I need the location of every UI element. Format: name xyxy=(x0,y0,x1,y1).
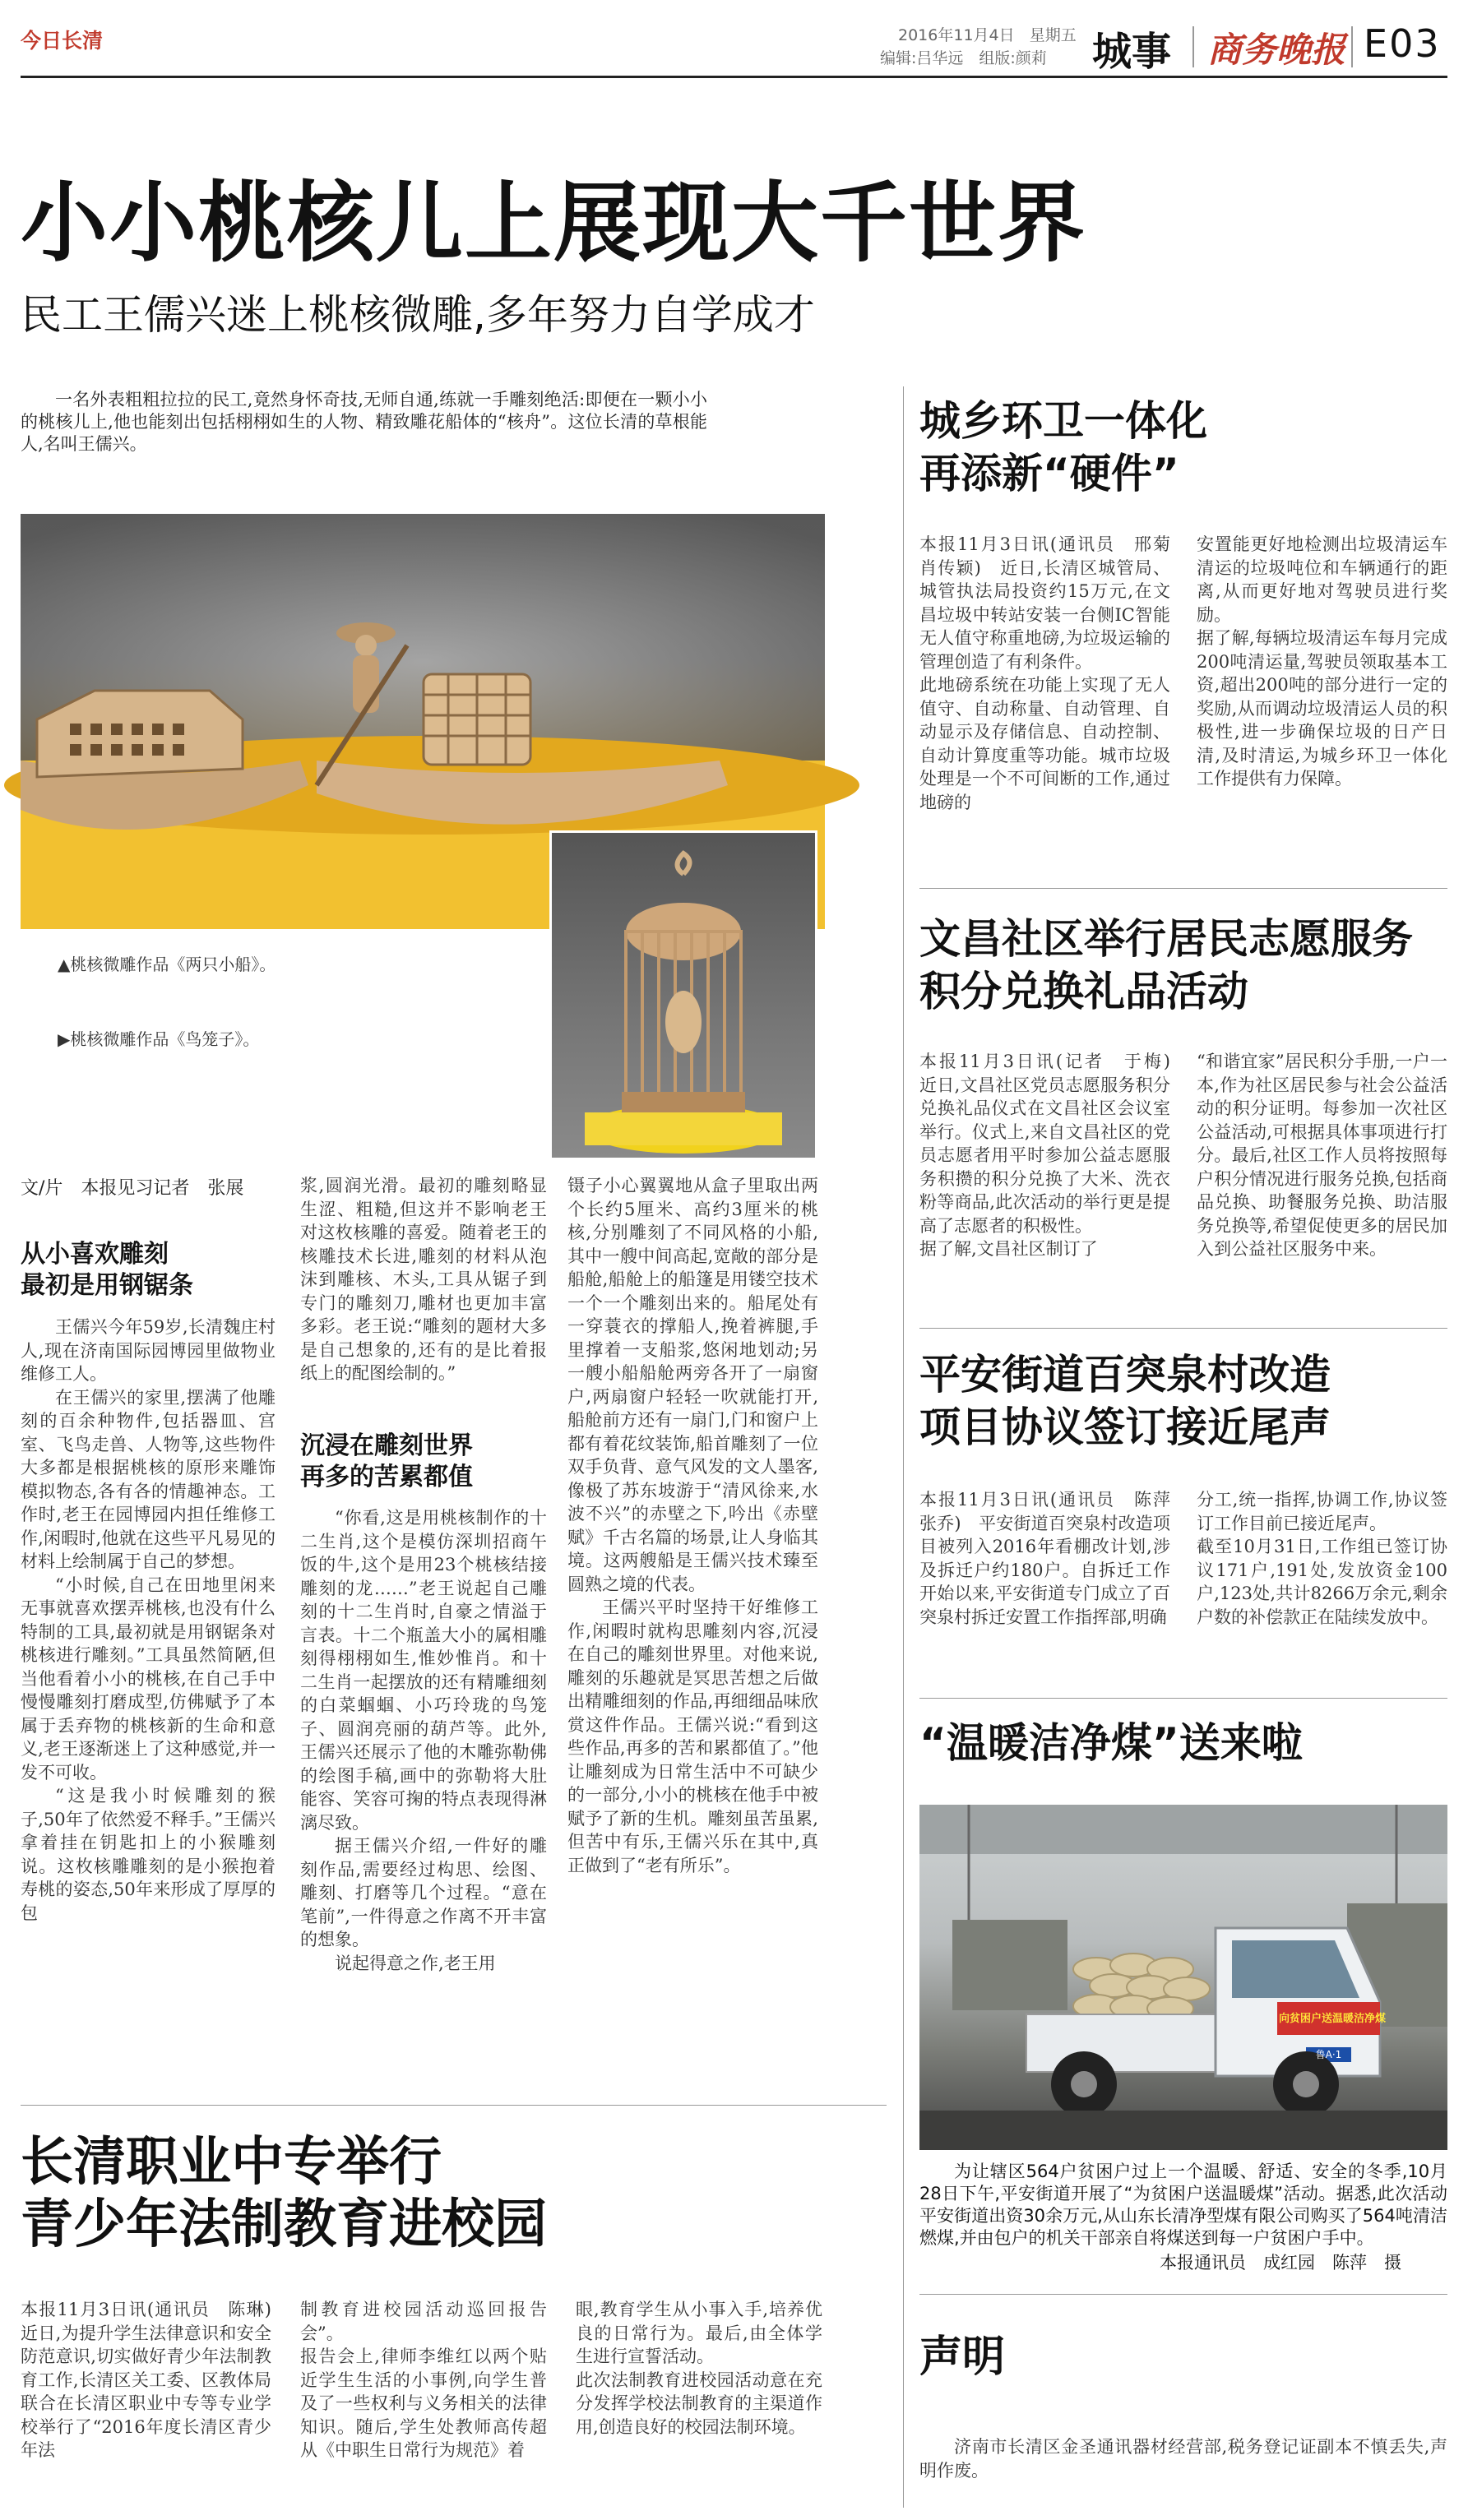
header-date-line xyxy=(898,23,1077,45)
story7-title: 声明 xyxy=(919,2333,1006,2382)
lead-title: 小小桃核儿上展现大千世界 xyxy=(21,173,1086,274)
story2-divider xyxy=(919,888,1447,889)
lead-col-2b xyxy=(300,1506,547,2055)
story7-text: 济南市长清区金圣通讯器材经营部,税务登记证副本不慎丢失,声明作废。 xyxy=(919,2437,1447,2481)
paper-logo: 商务晚报 xyxy=(1207,30,1346,70)
story6-col-b: 制教育进校园活动巡回报告会”。 报告会上,律师李维红以两个贴近学生生活的小事例,向学生普及了一些权利与义务相关的法律知识。随后,学生处教师高传超从《中职生日常行为规范》着 xyxy=(300,2300,547,2460)
header-weekday: 星期五 xyxy=(1029,26,1077,44)
header-divider-2 xyxy=(1351,26,1353,67)
lead-col2-p3: 据王儒兴介绍,一件好的雕刻作品,需要经过构思、绘图、雕刻、打磨等几个过程。“意在笔前”,一件得意之作离不开丰富的想象。 xyxy=(300,1836,547,1949)
coal-truck-photo xyxy=(919,1805,1447,2150)
story4-title: 平安街道百突泉村改造 项目协议签订接近尾声 xyxy=(919,1351,1331,1451)
coal-truck-illustration xyxy=(919,1805,1447,2150)
story5-title: “温暖洁净煤”送来啦 xyxy=(919,1719,1303,1767)
caption-boat: ▲桃核微雕作品《两只小船》。 xyxy=(58,955,276,974)
story3-divider xyxy=(919,1328,1447,1329)
lead-col3-p2: 王儒兴平时坚持干好维修工作,闲暇时就构思雕刻内容,沉浸在自己的雕刻世界里。对他来说,雕刻的乐趣就是冥思苦想之后做出精雕细刻的作品,再细细品味欣赏这件作品。王儒兴说:“看到这些作品,再多的苦和累都值了。”他让雕刻成为日常生活中不可缺少的一部分,小小的桃核在他手中被赋予了新的生机。雕刻虽苦虽累,但苦中有乐,王儒兴乐在其中,真正做到了“老有所乐”。 xyxy=(567,1598,818,1875)
lead-subhead-1: 从小喜欢雕刻 最初是用钢锯条 xyxy=(21,1240,193,1300)
header-date: 2016年11月4日 xyxy=(898,26,1015,44)
story3-col-a: 本报11月3日讯(记者 于梅) 近日,文昌社区党员志愿服务积分兑换礼品仪式在文昌社区会议室举行。仪式上,来自文昌社区的党员志愿者用平时参加公益志愿服务积攒的积分兑换了大米、洗衣粉等商品,此次活动的举行更是提高了志愿者的积极性。 据了解,文昌社区制订了 xyxy=(919,1052,1170,1259)
lead-intro: 一名外表粗粗拉拉的民工,竟然身怀奇技,无师自通,练就一手雕刻绝活:即便在一颗小小的桃核儿上,他也能刻出包括栩栩如生的人物、精致雕花船体的“核舟”。这位长清的草根能人,名叫王儒兴。 xyxy=(21,390,707,454)
lead-col-3 xyxy=(567,1174,818,2055)
header-divider-1 xyxy=(1192,26,1194,67)
story5-divider xyxy=(919,2294,1447,2295)
lead-col2-p4: 说起得意之作,老王用 xyxy=(335,1953,496,1973)
header-section: 城事 xyxy=(1092,29,1172,75)
story5-caption: 为让辖区564户贫困户过上一个温暖、舒适、安全的冬季,10月28日下午,平安街道开展了“为贫困户送温暖煤”活动。据悉,此次活动平安街道出资30余万元,从山东长清净型煤有限公司购买了564吨清洁燃煤,并由包户的机关干部亲自将煤送到每一户贫困户手中。 xyxy=(919,2162,1447,2248)
story6-title: 长清职业中专举行 青少年法制教育进校园 xyxy=(21,2132,547,2255)
lead-subtitle: 民工王儒兴迷上桃核微雕,多年努力自学成才 xyxy=(21,291,815,339)
header-rule xyxy=(21,76,1447,78)
truck-plate: 鲁A·1 xyxy=(1315,2049,1342,2060)
story6-col-c: 眼,教育学生从小事入手,培养优良的日常行为。最后,由全体学生进行宣誓活动。 此次法制教育进校园活动意在充分发挥学校法制教育的主渠道作用,创造良好的校园法制环境。 xyxy=(576,2300,822,2437)
lead-col3-p1: 镊子小心翼翼地从盒子里取出两个长约5厘米、高约3厘米的桃核,分别雕刻了不同风格的小船,其中一艘中间高起,宽敞的部分是船舱,船舱上的船篷是用镂空技术一个一个雕刻出来的。船尾处有一穿蓑衣的撑船人,挽着裤腿,手里撑着一支船浆,悠闲地划动;另一艘小船船舱两旁各开了一扇窗户,两扇窗户轻轻一吹就能打开,船舱前方还有一扇门,门和窗户上都有着花纹装饰,船首雕刻了一位双手负背、意气风发的文人墨客,像极了苏东坡游于“清风徐来,水波不兴”的赤壁之下,吟出《赤壁赋》千古名篇的场景,让人身临其境。这两艘船是王儒兴技术臻至圆熟之境的代表。 xyxy=(567,1176,818,1594)
center-divider xyxy=(903,386,904,2508)
lead-col1-p2: 在王儒兴的家里,摆满了他雕刻的百余种物件,包括器皿、宫室、飞鸟走兽、人物等,这些物件大多都是根据桃核的原形来雕饰模拟物态,各有各的情趣神态。工作时,老王在园博园内担任维修工作,闲暇时,他就在这些平凡易见的材料上绘制属于自己的梦想。 xyxy=(21,1387,276,1571)
birdcage-carving-illustration xyxy=(552,833,815,1158)
header-editors: 编辑:吕华远 组版:颜莉 xyxy=(880,49,1047,67)
story2-col-b: 安置能更好地检测出垃圾清运车清运的垃圾吨位和车辆通行的距离,从而更好地对驾驶员进行奖励。 据了解,每辆垃圾清运车每月完成200吨清运量,驾驶员领取基本工资,超出200吨的部分进行一定的奖励,从而调动垃圾清运人员的积极性,进一步确保垃圾的日产日清,及时清运,为城乡环卫一体化工作提供有力保障。 xyxy=(1197,534,1447,788)
story5-credit: 本报通讯员 成红园 陈萍 摄 xyxy=(1160,2253,1401,2273)
section-tag: 今日长清 xyxy=(21,29,104,53)
story2-title: 城乡环卫一体化 再添新“硬件” xyxy=(919,397,1207,497)
story6-top-rule xyxy=(21,2105,887,2106)
page-number: E03 xyxy=(1364,21,1441,66)
truck-banner: 向贫困户送温暖洁净煤 xyxy=(1279,2013,1387,2025)
lead-col1-p1: 王儒兴今年59岁,长清魏庄村人,现在济南国际园博园里做物业维修工人。 xyxy=(21,1317,276,1384)
lead-col1-p3: “小时候,自己在田地里闲来无事就喜欢摆弄桃核,也没有什么特制的工具,最初就是用钢锯条对桃核进行雕刻。”工具虽然简陋,但当他看着小小的桃核,在自己手中慢慢雕刻打磨成型,仿佛赋予了本属于丢弃物的桃核新的生命和意义,老王逐渐迷上了这种感觉,并一发不可收。 xyxy=(21,1574,276,1782)
story3-title: 文昌社区举行居民志愿服务 积分兑换礼品活动 xyxy=(919,915,1413,1015)
lead-subhead-2: 沉浸在雕刻世界 再多的苦累都值 xyxy=(300,1431,473,1491)
lead-byline: 文/片 本报见习记者 张展 xyxy=(21,1178,244,1199)
caption-cage: ▶桃核微雕作品《鸟笼子》。 xyxy=(58,1029,260,1049)
lead-col2-p1: 浆,圆润光滑。最初的雕刻略显生涩、粗糙,但这并不影响老王对这枚核雕的喜爱。随着老王的核雕技术长进,雕刻的材料从泡沫到雕核、木头,工具从锯子到专门的雕刻刀,雕材也更加丰富多彩。老王说:“雕刻的题材大多是自己想象的,还有的是比着报纸上的配图绘制的。” xyxy=(300,1176,547,1383)
lead-col1-p4: “这是我小时候雕刻的猴子,50年了依然爱不释手。”王儒兴拿着挂在钥匙扣上的小猴雕刻说。这枚核雕雕刻的是小猴抱着寿桃的姿态,50年来形成了厚厚的包 xyxy=(21,1786,276,1923)
lead-col2-p2: “你看,这是用桃核制作的十二生肖,这个是模仿深圳招商午饭的牛,这个是用23个桃核结接雕刻的龙……”老王说起自己雕刻的十二生肖时,自豪之情溢于言表。十二个瓶盖大小的属相雕刻得栩栩如生,惟妙惟肖。和十二生肖一起摆放的还有精雕细刻的白菜蝈蝈、小巧玲珑的鸟笼子、圆润亮丽的葫芦等。此外,王儒兴还展示了他的木雕弥勒佛的绘图手稿,画中的弥勒将大肚能容、笑容可掬的特点表现得淋漓尽致。 xyxy=(300,1508,547,1833)
story4-divider xyxy=(919,1698,1447,1699)
lead-col-1 xyxy=(21,1315,276,2055)
birdcage-photo xyxy=(549,830,817,1160)
story6-col-a: 本报11月3日讯(通讯员 陈琳) 近日,为提升学生法律意识和安全防范意识,切实做好青少年法制教育工作,长清区关工委、区教体局联合在长清区职业中专等专业学校举行了“2016年度长清区青少年法 xyxy=(21,2300,289,2460)
story2-col-a: 本报11月3日讯(通讯员 邢菊 肖传颖) 近日,长清区城管局、城管执法局投资约15万元,在文昌垃圾中转站安装一台侧IC智能无人值守称重地磅,为垃圾运输的管理创造了有利条件。 此地磅系统在功能上实现了无人值守、自动称量、自动管理、自动显示及存储信息、自动控制、自动计算度重等功能。城市垃圾处理是一个不可间断的工作,通过地磅的 xyxy=(919,534,1170,812)
lead-col-2a xyxy=(300,1174,547,1408)
story4-col-a: 本报11月3日讯(通讯员 陈萍 张乔) 平安街道百突泉村改造项目被列入2016年看棚改计划,涉及拆迁户约180户。自拆迁工作开始以来,平安街道专门成立了百突泉村拆迁安置工作指挥部,明确 xyxy=(919,1490,1188,1627)
story4-col-b: 分工,统一指挥,协调工作,协议签订工作目前已接近尾声。 截至10月31日,工作组已签订协议171户,191处,发放资金100户,123处,共计8266万余元,剩余户数的补偿款正在陆续发放中。 xyxy=(1197,1490,1447,1627)
story3-col-b: “和谐宜家”居民积分手册,一户一本,作为社区居民参与社会公益活动的积分证明。每参加一次社区公益活动,可根据具体事项进行打分。最后,社区工作人员将按照每户积分情况进行服务兑换,包括商品兑换、助餐服务兑换、助洁服务兑换等,希望促使更多的居民加入到公益社区服务中来。 xyxy=(1197,1052,1447,1259)
